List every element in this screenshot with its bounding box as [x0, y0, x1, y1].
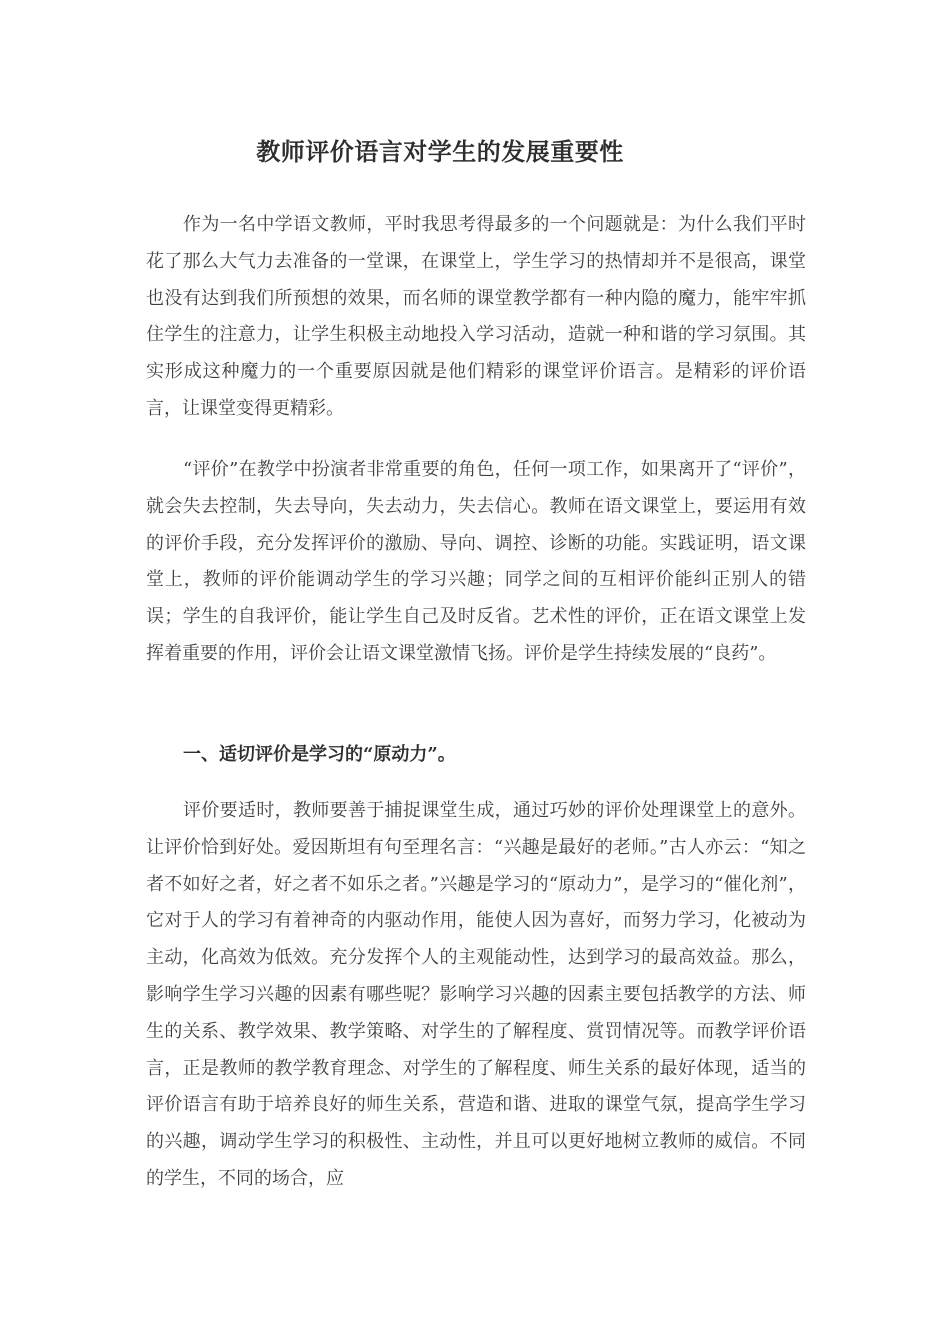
- document-title: 教师评价语言对学生的发展重要性: [256, 137, 624, 166]
- section-heading: 一、适切评价是学习的“原动力”。: [183, 744, 456, 765]
- body-paragraph: 作为一名中学语文教师，平时我思考得最多的一个问题就是：为什么我们平时花了那么大气力去准备的一堂课，在课堂上，学生学习的热情却并不是很高，课堂也没有达到我们所预想的效果，而名师的课堂教学都有一种内隐的魔力，能牢牢抓住学生的注意力，让学生积极主动地投入学习活动，造就一种和谐的学习氛围。其实形成这种魔力的一个重要原因就是他们精彩的课堂评价语言。是精彩的评价语言，让课堂变得更精彩。: [146, 214, 806, 419]
- body-paragraph: “评价”在教学中扮演者非常重要的角色，任何一项工作，如果离开了“评价”，就会失去控制，失去导向，失去动力，失去信心。教师在语文课堂上，要运用有效的评价手段，充分发挥评价的激励、导向、调控、诊断的功能。实践证明，语文课堂上，教师的评价能调动学生的学习兴趣；同学之间的互相评价能纠正别人的错误；学生的自我评价，能让学生自己及时反省。艺术性的评价，正在语文课堂上发挥着重要的作用，评价会让语文课堂激情飞扬。评价是学生持续发展的“良药”。: [146, 459, 806, 664]
- body-paragraph: 评价要适时，教师要善于捕捉课堂生成，通过巧妙的评价处理课堂上的意外。让评价恰到好处。爱因斯坦有句至理名言：“兴趣是最好的老师。”古人亦云：“知之者不如好之者，好之者不如乐之者。”兴趣是学习的“原动力”，是学习的“催化剂”，它对于人的学习有着神奇的内驱动作用，能使人因为喜好，而努力学习，化被动为主动，化高效为低效。充分发挥个人的主观能动性，达到学习的最高效益。那么，影响学生学习兴趣的因素有哪些呢？影响学习兴趣的因素主要包括教学的方法、师生的关系、教学效果、教学策略、对学生的了解程度、赏罚情况等。而教学评价语言，正是教师的教学教育理念、对学生的了解程度、师生关系的最好体现，适当的评价语言有助于培养良好的师生关系，营造和谐、进取的课堂气氛，提高学生学习的兴趣，调动学生学习的积极性、主动性，并且可以更好地树立教师的威信。不同的学生，不同的场合，应: [146, 800, 806, 1189]
